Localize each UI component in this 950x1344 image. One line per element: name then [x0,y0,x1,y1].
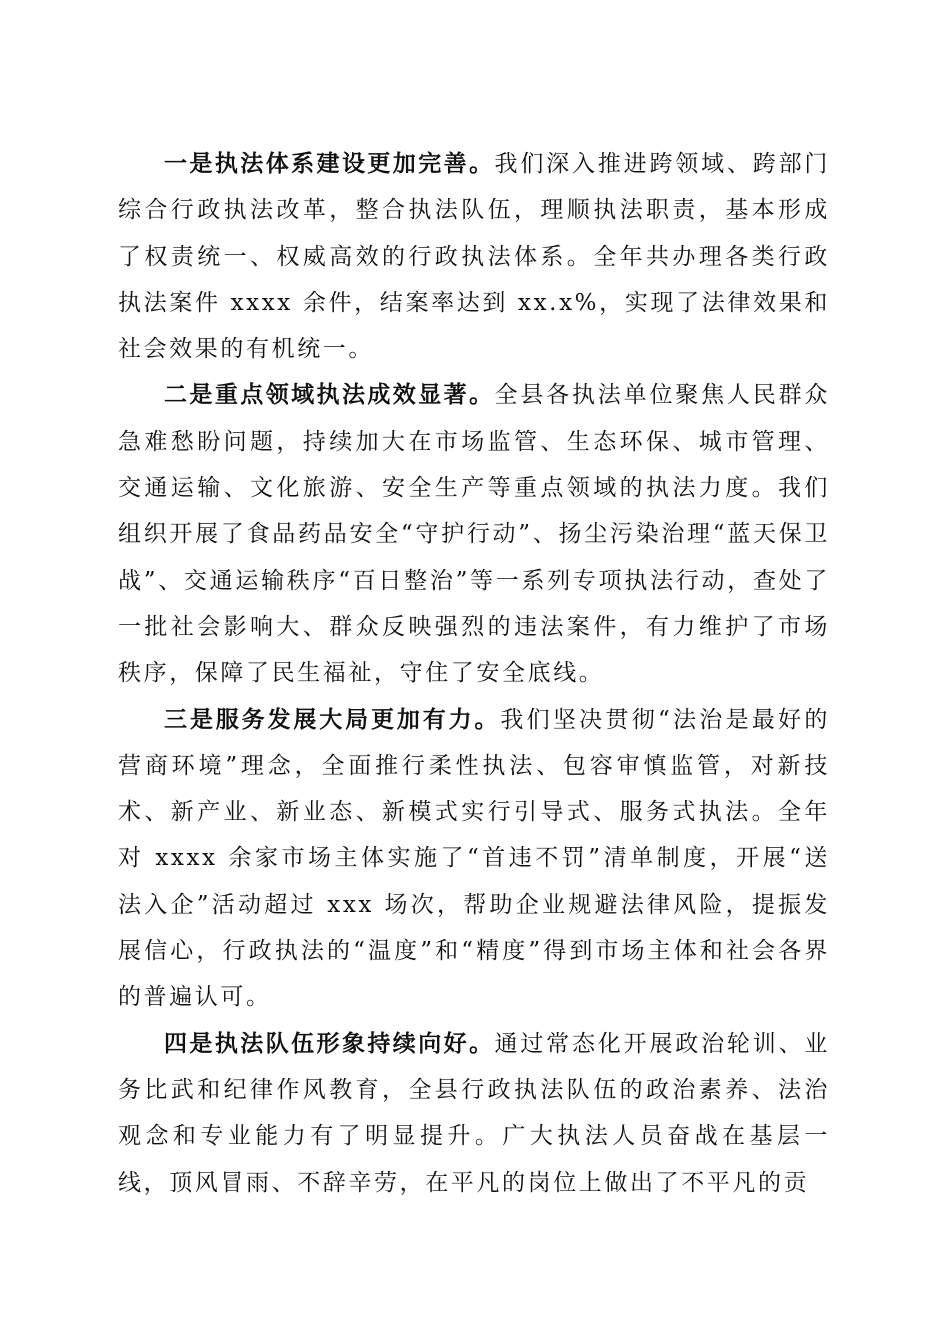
paragraph-2 [118,372,830,696]
paragraph-3-body: 我们坚决贯彻“法治是最好的营商环境”理念，全面推行柔性执法、包容审慎监管，对新技术、新产业、新业态、新模式实行引导式、服务式执法。全年对 xxxx 余家市场主体实施了“首违不罚”清单制度，开展“送法入企”活动超过 xxx 场次，帮助企业规避法律风险，提振发展信心，行政执法的“温度”和“精度”得到市场主体和社会各界的普遍认可。 [118,706,830,1011]
paragraph-2-body: 全县各执法单位聚焦人民群众急难愁盼问题，持续加大在市场监管、生态环保、城市管理、交通运输、文化旅游、安全生产等重点领域的执法力度。我们组织开展了食品药品安全“守护行动”、扬尘污染治理“蓝天保卫战”、交通运输秩序“百日整治”等一系列专项执法行动，查处了一批社会影响大、群众反映强烈的违法案件，有力维护了市场秩序，保障了民生福祉，守住了安全底线。 [118,382,830,687]
paragraph-3-lead: 三是服务发展大局更加有力。 [164,706,501,733]
paragraph-1-body: 我们深入推进跨领域、跨部门综合行政执法改革，整合执法队伍，理顺执法职责，基本形成了权责统一、权威高效的行政执法体系。全年共办理各类行政执法案件 xxxx 余件，结案率达到 xx.x%，实现了法律效果和社会效果的有机统一。 [118,151,830,363]
paragraph-4 [118,1021,830,1206]
paragraph-4-lead: 四是执法队伍形象持续向好。 [164,1030,495,1057]
document-body [118,141,830,1206]
paragraph-2-lead: 二是重点领域执法成效显著。 [164,382,495,409]
paragraph-3 [118,697,830,1021]
paragraph-4-body: 通过常态化开展政治轮训、业务比武和纪律作风教育，全县行政执法队伍的政治素养、法治观念和专业能力有了明显提升。广大执法人员奋战在基层一线，顶风冒雨、不辞辛劳，在平凡的岗位上做出了不平凡的贡 [118,1030,830,1196]
paragraph-1-lead: 一是执法体系建设更加完善。 [164,151,495,177]
paragraph-1 [118,141,830,372]
